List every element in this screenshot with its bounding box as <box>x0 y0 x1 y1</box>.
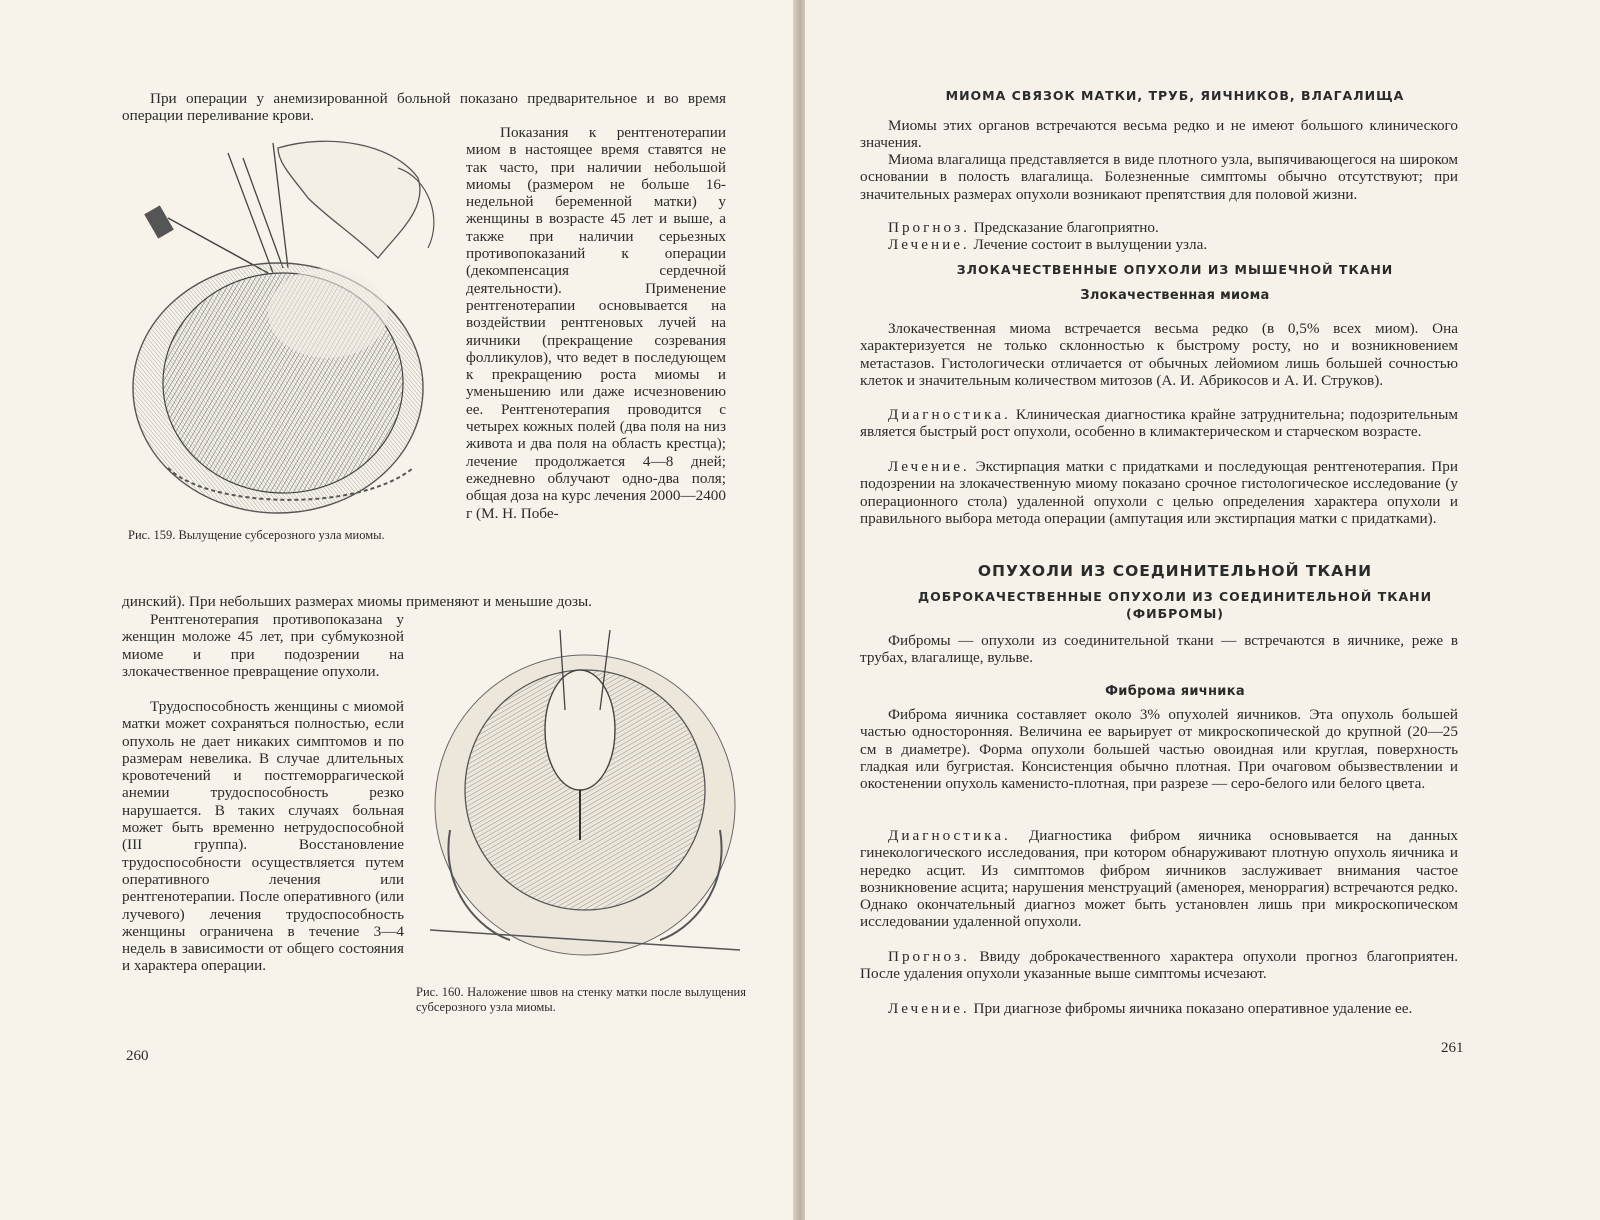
label-prognosis: Прогноз. <box>888 219 970 236</box>
left-page <box>0 0 795 1220</box>
label-diagnostics: Диагностика. <box>888 406 1011 423</box>
text-prognosis: Ввиду доброкачественного характера опухоли прогноз благоприятен. После удаления опухоли указанные выше симптомы исчезают. <box>860 948 1458 983</box>
paragraph-myoma-rare: Миомы этих органов встречаются весьма редко и не имеют большого клинического значения. <box>860 117 1458 152</box>
text-diagnostics: Клиническая диагностика крайне затруднительна; подозрительным является быстрый рост опухоли, особенно в климактерическом и старческом возрасте. <box>860 406 1458 441</box>
paragraph-dosage-end: динский). При небольших размерах миомы применяют и меньшие дозы. <box>122 593 592 610</box>
paragraph-treatment-2 <box>860 458 1458 527</box>
paragraph-transfusion: При операции у анемизированной больной показано предварительное и во время операции переливание крови. <box>122 90 726 125</box>
paragraph-prognosis-2 <box>860 948 1458 983</box>
heading-ovarian-fibroma: Фиброма яичника <box>1105 684 1245 699</box>
text-treatment: Экстирпация матки с придатками и последующая рентгенотерапия. При подозрении на злокачественную миому показано срочное гистологическое исследование (у операционного стола) удаленной опухоли с целью определения характера опухоли и правильного выбора метода операции (ампутация или экстирпация матки с придатками). <box>860 458 1458 527</box>
text-diagnostics: Диагностика фибром яичника основывается на данных гинекологического исследования, при котором обнаруживают плотную опухоль яичника и нередко асцит. Из симптомов фибром яичников заслуживает внимания частое возникновение асцита; нарушения менструаций (аменорея, меноррагия) встречаются редко. Однако окончательный диагноз может быть установлен лишь при микроскопическом исследовании удаленной опухоли. <box>860 827 1458 931</box>
label-treatment: Лечение. <box>888 458 970 475</box>
label-treatment: Лечение. <box>888 236 970 253</box>
paragraph-treatment-3 <box>860 1000 1458 1017</box>
paragraph-treatment-1 <box>860 236 1458 253</box>
heading-myoma-ligaments: МИОМА СВЯЗОК МАТКИ, ТРУБ, ЯИЧНИКОВ, ВЛАГАЛИЩА <box>945 88 1405 103</box>
paragraph-work-capacity: Трудоспособность женщины с миомой матки может сохраняться полностью, если опухоль не дает никаких симптомов и по размерам невелика. В случае длительных кровотечений и постгеморрагической анемии трудоспособность резко нарушается. В таких случаях больная может быть временно нетрудоспособной (III группа). Восстановление трудоспособности осуществляется путем оперативного лечения или рентгенотерапии. После оперативного (или лучевого) лечения трудоспособность женщины ограничена в течение 3—4 недель в зависимости от общего состояния и характера операции. <box>122 698 404 975</box>
right-page <box>805 0 1600 1220</box>
label-prognosis: Прогноз. <box>888 948 970 965</box>
heading-malignant-muscle: ЗЛОКАЧЕСТВЕННЫЕ ОПУХОЛИ ИЗ МЫШЕЧНОЙ ТКАНИ <box>956 262 1394 277</box>
page-number-right: 261 <box>1441 1040 1464 1056</box>
figure-159-illustration <box>128 138 458 516</box>
paragraph-prognosis-1 <box>860 219 1458 236</box>
paragraph-fibromas: Фибромы — опухоли из соединительной ткани — встречаются в яичнике, реже в трубах, влагалище, вульве. <box>860 632 1458 667</box>
label-treatment: Лечение. <box>888 1000 970 1017</box>
page-number-left: 260 <box>126 1048 149 1064</box>
figure-160-illustration <box>420 630 750 970</box>
figure-160-caption: Рис. 160. Наложение швов на стенку матки после вылущения субсерозного узла миомы. <box>416 985 746 1014</box>
paragraph-ovarian-fibroma: Фиброма яичника составляет около 3% опухолей яичников. Эта опухоль большей частью односторонняя. Величина ее варьирует от микроскопической до крупной (20—25 см в диаметре). Форма опухоли большей частью овоидная или круглая, поверхность гладкая или бугристая. Консистенция обычно плотная. При очаговом обызвествлении и окостенении опухоль каменисто-плотная, при разрезе — серо-белого или белого цвета. <box>860 706 1458 793</box>
heading-benign-fibromas: ДОБРОКАЧЕСТВЕННЫЕ ОПУХОЛИ ИЗ СОЕДИНИТЕЛЬНОЙ ТКАНИ (ФИБРОМЫ) <box>917 589 1433 621</box>
heading-connective-tissue: ОПУХОЛИ ИЗ СОЕДИНИТЕЛЬНОЙ ТКАНИ <box>977 562 1373 580</box>
text-treatment: При диагнозе фибромы яичника показано оперативное удаление ее. <box>973 1000 1413 1017</box>
paragraph-xray-indications: Показания к рентгенотерапии миом в настоящее время ставятся не так часто, при наличии небольшой миомы (размером не больше 16-недельной беременной матки) у женщины в возрасте 45 лет и выше, а также при наличии серьезных противопоказаний к операции (декомпенсация сердечной деятельности). Применение рентгенотерапии основывается на воздействии рентгеновых лучей на яичники (прекращение созревания фолликулов), что ведет в последующем к прекращению роста миомы и уменьшению или даже исчезновению ее. Рентгенотерапия проводится с четырех кожных полей (два поля на низ живота и два поля на область крестца); лечение продолжается 4—8 дней; ежедневно облучают одно-два поля; общая доза на курс лечения 2000—2400 г (М. Н. Побе- <box>466 124 726 522</box>
paragraph-diagnostics-2 <box>860 827 1458 931</box>
paragraph-malignant-myoma: Злокачественная миома встречается весьма редко (в 0,5% всех миом). Она характеризуется не только склонностью к быстрому росту, но и возникновением метастазов. Гистологически отличается от обычных лейомиом лишь большей сочностью клеток и значительным количеством митозов (А. И. Абрикосов и А. И. Струков). <box>860 320 1458 389</box>
paragraph-diagnostics-1 <box>860 406 1458 441</box>
figure-159-caption: Рис. 159. Вылущение субсерозного узла миомы. <box>128 528 385 542</box>
heading-malignant-myoma: Злокачественная миома <box>1080 288 1270 303</box>
text-prognosis: Предсказание благоприятно. <box>973 219 1159 236</box>
paragraph-vaginal-myoma: Миома влагалища представляется в виде плотного узла, выпячивающегося на широком основании в полость влагалища. Болезненные симптомы обычно отсутствуют; при значительных размерах опухоли возникают препятствия для половой жизни. <box>860 151 1458 203</box>
label-diagnostics: Диагностика. <box>888 827 1011 844</box>
paragraph-contraindications: Рентгенотерапия противопоказана у женщин моложе 45 лет, при субмукозной миоме и при подозрении на злокачественное превращение опухоли. <box>122 611 404 680</box>
text-treatment: Лечение состоит в вылущении узла. <box>973 236 1208 253</box>
